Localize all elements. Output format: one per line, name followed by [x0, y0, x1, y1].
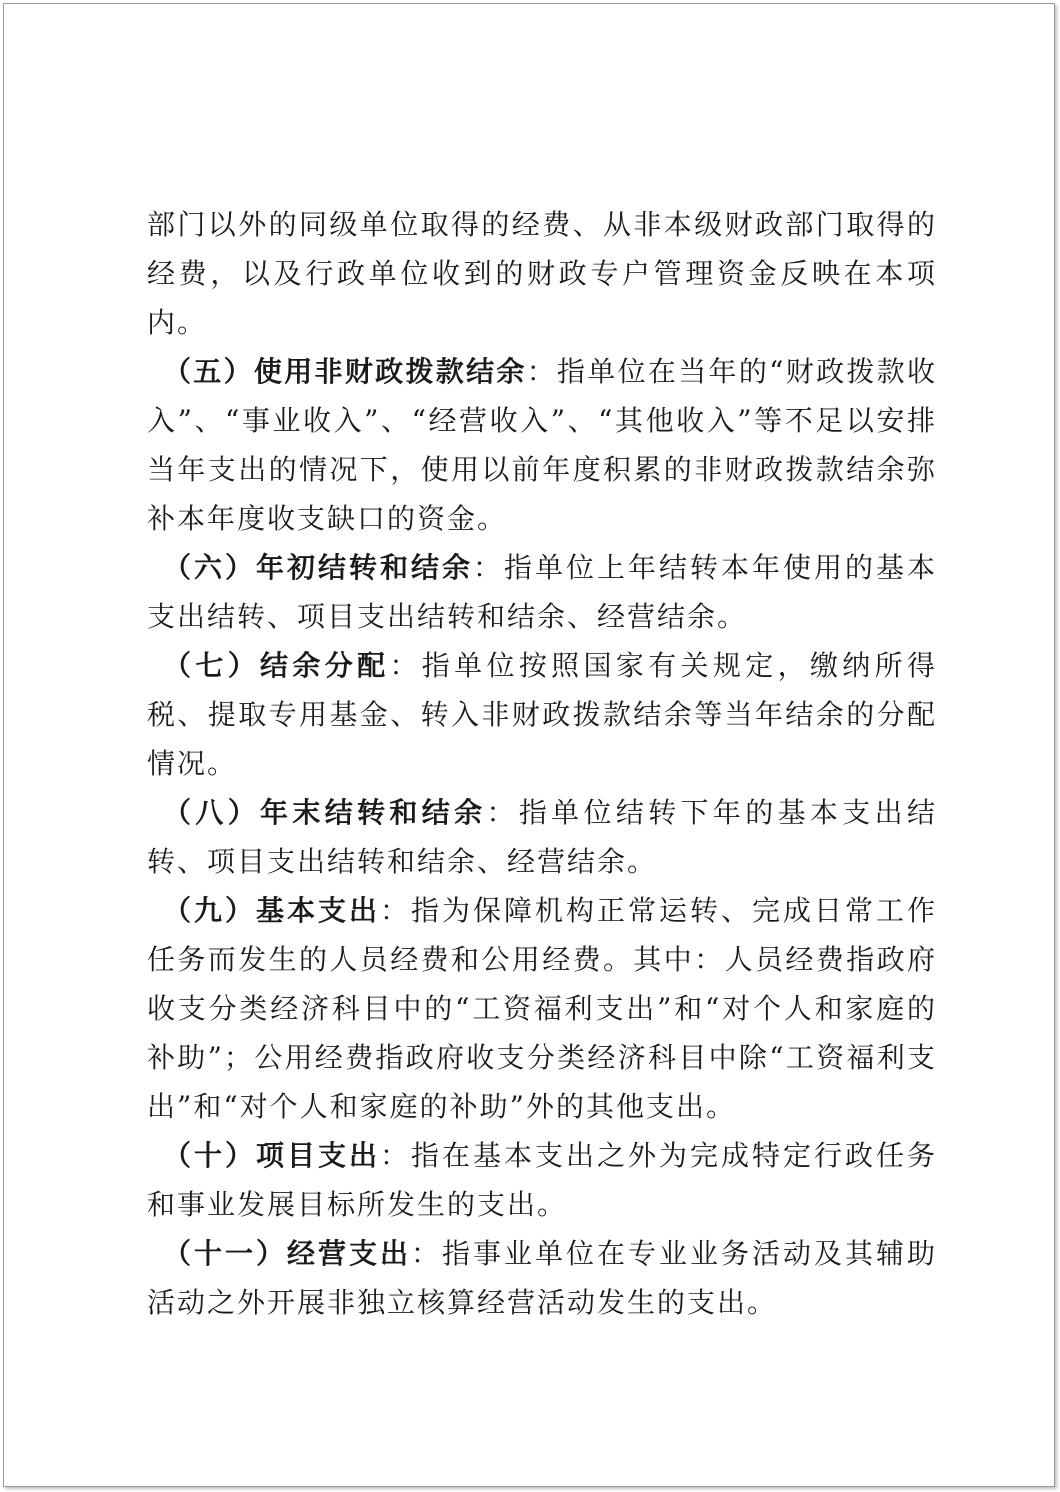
term-heading: （十）项目支出 [163, 1139, 380, 1172]
term-heading: （十一）经营支出 [163, 1237, 411, 1270]
paragraph-text: ：指在基本支出之外为完成特定行政任务和事业发展目标所发生的支出。 [147, 1139, 937, 1221]
paragraph-item-9 [147, 886, 937, 1131]
paragraph-item-11 [147, 1229, 937, 1327]
paragraph-continued [147, 200, 937, 347]
paragraph-item-7 [147, 641, 937, 788]
term-heading: （五）使用非财政拨款结余 [163, 355, 527, 388]
paragraph-text: ：指单位按照国家有关规定，缴纳所得税、提取专用基金、转入非财政拨款结余等当年结余的分配情况。 [147, 649, 937, 780]
paragraph-text: ：指单位上年结转本年使用的基本支出结转、项目支出结转和结余、经营结余。 [147, 551, 937, 633]
paragraph-text: ：指单位结转下年的基本支出结转、项目支出结转和结余、经营结余。 [147, 796, 937, 878]
paragraph-text: ：指为保障机构正常运转、完成日常工作任务而发生的人员经费和公用经费。其中：人员经费指政府收支分类经济科目中的“工资福利支出”和“对个人和家庭的补助”；公用经费指政府收支分类经济科目中除“工资福利支出”和“对个人和家庭的补助”外的其他支出。 [147, 894, 937, 1123]
term-heading: （六）年初结转和结余 [163, 551, 473, 584]
document-body [147, 200, 937, 1327]
paragraph-text: ：指单位在当年的“财政拨款收入”、“事业收入”、“经营收入”、“其他收入”等不足以安排当年支出的情况下，使用以前年度积累的非财政拨款结余弥补本年度收支缺口的资金。 [147, 355, 937, 535]
term-heading: （九）基本支出 [163, 894, 380, 927]
paragraph-item-10 [147, 1131, 937, 1229]
paragraph-text: ：指事业单位在专业业务活动及其辅助活动之外开展非独立核算经营活动发生的支出。 [147, 1237, 937, 1319]
paragraph-item-6 [147, 543, 937, 641]
paragraph-item-8 [147, 788, 937, 886]
paragraph-item-5 [147, 347, 937, 543]
paragraph-text: 部门以外的同级单位取得的经费、从非本级财政部门取得的经费，以及行政单位收到的财政专户管理资金反映在本项内。 [147, 208, 937, 339]
term-heading: （八）年末结转和结余 [163, 796, 487, 829]
term-heading: （七）结余分配 [163, 649, 390, 682]
document-page [3, 3, 1055, 1487]
